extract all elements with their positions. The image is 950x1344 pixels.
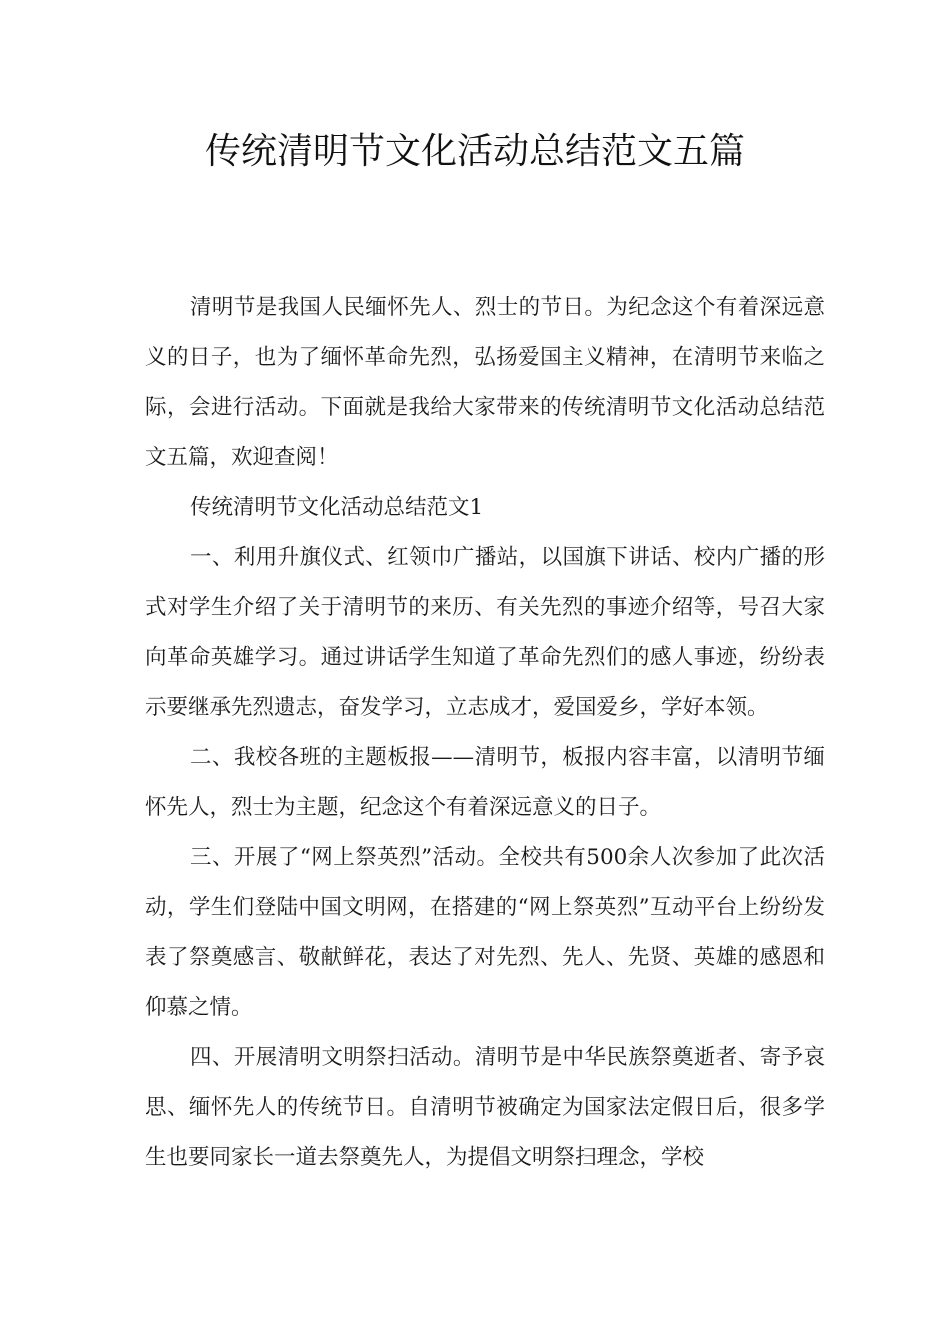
body-paragraph-3: 三、开展了“网上祭英烈”活动。全校共有500余人次参加了此次活动，学生们登陆中国文明网，在搭建的“网上祭英烈”互动平台上纷纷发表了祭奠感言、敬献鲜花，表达了对先烈、先人、先贤、英雄的感恩和仰慕之情。 [145, 845, 825, 1020]
body-paragraph-4: 四、开展清明文明祭扫活动。清明节是中华民族祭奠逝者、寄予哀思、缅怀先人的传统节日。自清明节被确定为国家法定假日后，很多学生也要同家长一道去祭奠先人，为提倡文明祭扫理念，学校 [145, 1045, 825, 1170]
document-title: 传统清明节文化活动总结范文五篇 [204, 131, 745, 172]
document-body [145, 283, 825, 1183]
section-heading: 传统清明节文化活动总结范文1 [190, 495, 484, 520]
body-paragraph-2: 二、我校各班的主题板报——清明节，板报内容丰富，以清明节缅怀先人，烈士为主题，纪念这个有着深远意义的日子。 [145, 745, 825, 820]
body-paragraph-1: 一、利用升旗仪式、红领巾广播站，以国旗下讲话、校内广播的形式对学生介绍了关于清明节的来历、有关先烈的事迹介绍等，号召大家向革命英雄学习。通过讲话学生知道了革命先烈们的感人事迹，纷纷表示要继承先烈遗志，奋发学习，立志成才，爱国爱乡，学好本领。 [145, 545, 825, 720]
intro-paragraph: 清明节是我国人民缅怀先人、烈士的节日。为纪念这个有着深远意义的日子，也为了缅怀革命先烈，弘扬爱国主义精神，在清明节来临之际，会进行活动。下面就是我给大家带来的传统清明节文化活动总结范文五篇，欢迎查阅！ [145, 295, 825, 470]
